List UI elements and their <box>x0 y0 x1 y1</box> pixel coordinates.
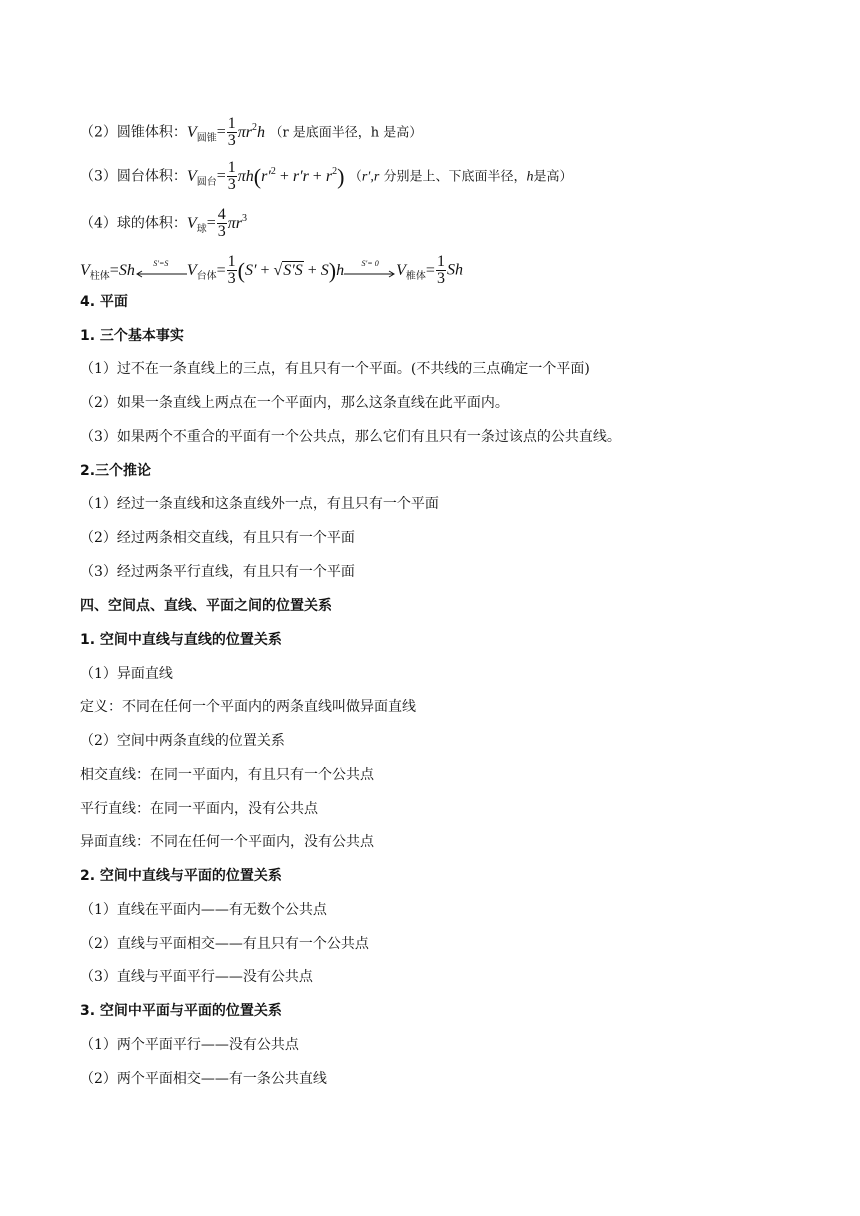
list-item: （2）直线与平面相交——有且只有一个公共点 <box>80 936 369 952</box>
subheading-basic-facts: 1. 三个基本事实 <box>80 328 184 344</box>
fraction-one-third: $\frac{1}{3}$ <box>227 115 236 149</box>
sphere-label: （4）球的体积： <box>80 215 187 232</box>
list-item: （3）经过两条平行直线，有且只有一个平面 <box>80 564 355 580</box>
left-arrow-icon <box>135 258 187 280</box>
body-text: 异面直线：不同在任何一个平面内，没有公共点 <box>80 834 374 850</box>
section-heading-plane: 4. 平面 <box>80 294 128 310</box>
cone-subscript: 圆锥 <box>196 132 217 144</box>
list-item: （2）空间中两条直线的位置关系 <box>80 733 285 749</box>
fraction-one-third: $\frac{1}{3}$ <box>227 253 236 287</box>
arrow-left-label: S′=S <box>153 258 169 268</box>
frustum-note-b: 是高） <box>533 169 573 185</box>
fraction-one-third: $\frac{1}{3}$ <box>436 253 445 287</box>
frustum2-subscript: 台体 <box>196 270 217 282</box>
pyramid-subscript: 椎体 <box>405 270 426 282</box>
arrow-right-label: S′= 0 <box>361 258 379 268</box>
volume-relationship-formula: $V_{柱体}=Sh$ S′=S $V_{台体}=$ $\frac{1}{3}$ (S′ + √S′S + S)h S′= 0 $V_{椎体}=$ $\frac{1}{3}$ Sh <box>80 253 463 287</box>
body-text: 相交直线：在同一平面内，有且只有一个公共点 <box>80 767 374 783</box>
cone-label: （2）圆锥体积： <box>80 124 187 141</box>
list-item: （1）经过一条直线和这条直线外一点，有且只有一个平面 <box>80 496 439 512</box>
right-arrow-icon <box>344 258 396 280</box>
fraction-one-third: $\frac{1}{3}$ <box>227 159 236 193</box>
list-item: （2）两个平面相交——有一条公共直线 <box>80 1071 327 1087</box>
list-item: （2）如果一条直线上两点在一个平面内，那么这条直线在此平面内。 <box>80 395 509 411</box>
definition-text: 定义：不同在任何一个平面内的两条直线叫做异面直线 <box>80 699 416 715</box>
list-item: （1）过不在一条直线上的三点，有且只有一个平面。(不共线的三点确定一个平面) <box>80 361 590 377</box>
subheading-plane-plane: 3. 空间中平面与平面的位置关系 <box>80 1003 282 1019</box>
list-item: （1）直线在平面内——有无数个公共点 <box>80 902 327 918</box>
frustum-subscript: 圆台 <box>196 176 217 188</box>
list-item: （2）经过两条相交直线，有且只有一个平面 <box>80 530 355 546</box>
frustum-label: （3）圆台体积： <box>80 168 187 185</box>
list-item: （1）两个平面平行——没有公共点 <box>80 1037 299 1053</box>
subheading-line-line: 1. 空间中直线与直线的位置关系 <box>80 632 282 648</box>
subheading-corollaries: 2.三个推论 <box>80 463 152 479</box>
list-item: （3）如果两个不重合的平面有一个公共点，那么它们有且只有一条过该点的公共直线。 <box>80 429 621 445</box>
subheading-line-plane: 2. 空间中直线与平面的位置关系 <box>80 868 282 884</box>
sphere-subscript: 球 <box>196 223 207 235</box>
frustum-note-a: 分别是上、下底面半径， <box>383 169 527 185</box>
sphere-volume-formula: （4）球的体积：$V_球=$ $\frac{4}{3}$ $\pi r^3$ <box>80 206 247 240</box>
cone-volume-formula: （2）圆锥体积：$V_{圆锥}=$ $\frac{1}{3}$ $\pi r^2h$ （r 是底面半径，h 是高） <box>80 115 423 149</box>
cone-note: （r 是底面半径，h 是高） <box>269 125 423 141</box>
chapter-heading: 四、空间点、直线、平面之间的位置关系 <box>80 598 332 614</box>
frustum-volume-formula: （3）圆台体积：$V_{圆台}=$ $\frac{1}{3}$ $\pi h(r'^2 + r'r + r^2)$ （r′,r 分别是上、下底面半径，h是高） <box>80 159 573 193</box>
list-item: （3）直线与平面平行——没有公共点 <box>80 969 313 985</box>
prism-subscript: 柱体 <box>89 270 110 282</box>
list-item: （1）异面直线 <box>80 666 173 682</box>
fraction-four-thirds: $\frac{4}{3}$ <box>217 206 226 240</box>
body-text: 平行直线：在同一平面内，没有公共点 <box>80 801 318 817</box>
